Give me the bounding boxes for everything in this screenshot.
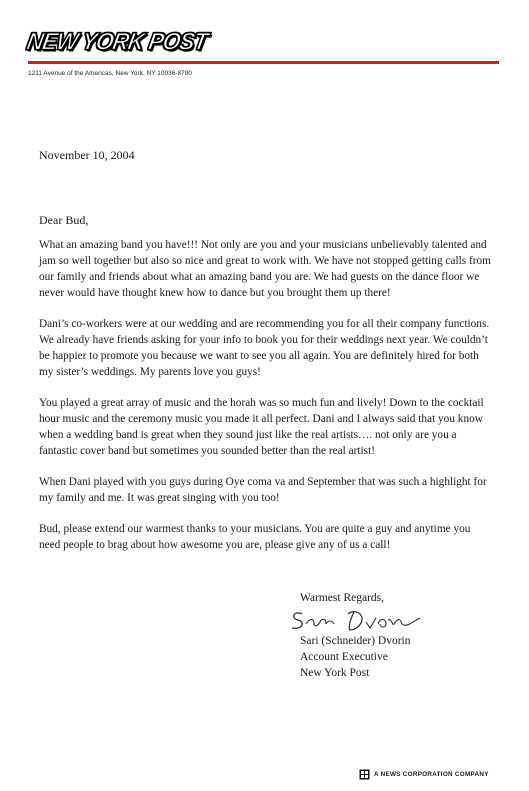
salutation: Dear Bud, <box>39 213 89 227</box>
closing: Warmest Regards, <box>300 592 385 604</box>
footer <box>359 769 489 780</box>
signer-title: Account Executive <box>300 651 388 663</box>
signer-name: Sari (Schneider) Dvorin <box>300 635 411 647</box>
signer-company: New York Post <box>300 667 370 679</box>
body-paragraph: Dani’s co-workers were at our wedding and are recommending you for all their company functions. We already have friends asking for your info to book you for their weddings next year. We couldn’t be happier to promote you because we want to see you all again. You are definitely hired for both my sister’s weddings. My parents love you guys! <box>39 318 490 378</box>
news-corp-logo-icon <box>359 769 370 780</box>
body-paragraph: What an amazing band you have!!! Not only are you and your musicians unbelievably talented and jam so well together but also so nice and great to work with. We have not stopped getting calls from our family and friends about what an amazing band you are. We had guests on the dance floor we never would have thought knew how to dance but you brought them up there! <box>39 239 491 299</box>
body-paragraph: When Dani played with you guys during Oye coma va and September that was such a highlight for my family and me. It was great singing with you too! <box>39 476 487 504</box>
letter-date: November 10, 2004 <box>39 148 135 162</box>
letterhead-address: 1211 Avenue of the Americas, New York, NY 10036-8790 <box>28 70 192 77</box>
footer-text: A NEWS CORPORATION COMPANY <box>374 771 489 778</box>
letter-body <box>39 237 491 568</box>
letterhead-rule <box>28 61 499 64</box>
signature-block <box>300 633 411 681</box>
handwritten-signature <box>288 604 428 636</box>
letterhead <box>0 0 529 90</box>
body-paragraph: Bud, please extend our warmest thanks to your musicians. You are quite a guy and anytime you need people to brag about how awesome you are, please give any of us a call! <box>39 523 471 551</box>
body-paragraph: You played a great array of music and the horah was so much fun and lively! Down to the cocktail hour music and the ceremony music you made it all perfect. Dani and I always said that you know when a wedding band is great when they sound just like the real artists…. not only are you a fantastic cover band but sometimes you sounded better than the real artist! <box>39 397 484 457</box>
new-york-post-logo: NEW YORK POST <box>24 27 209 55</box>
